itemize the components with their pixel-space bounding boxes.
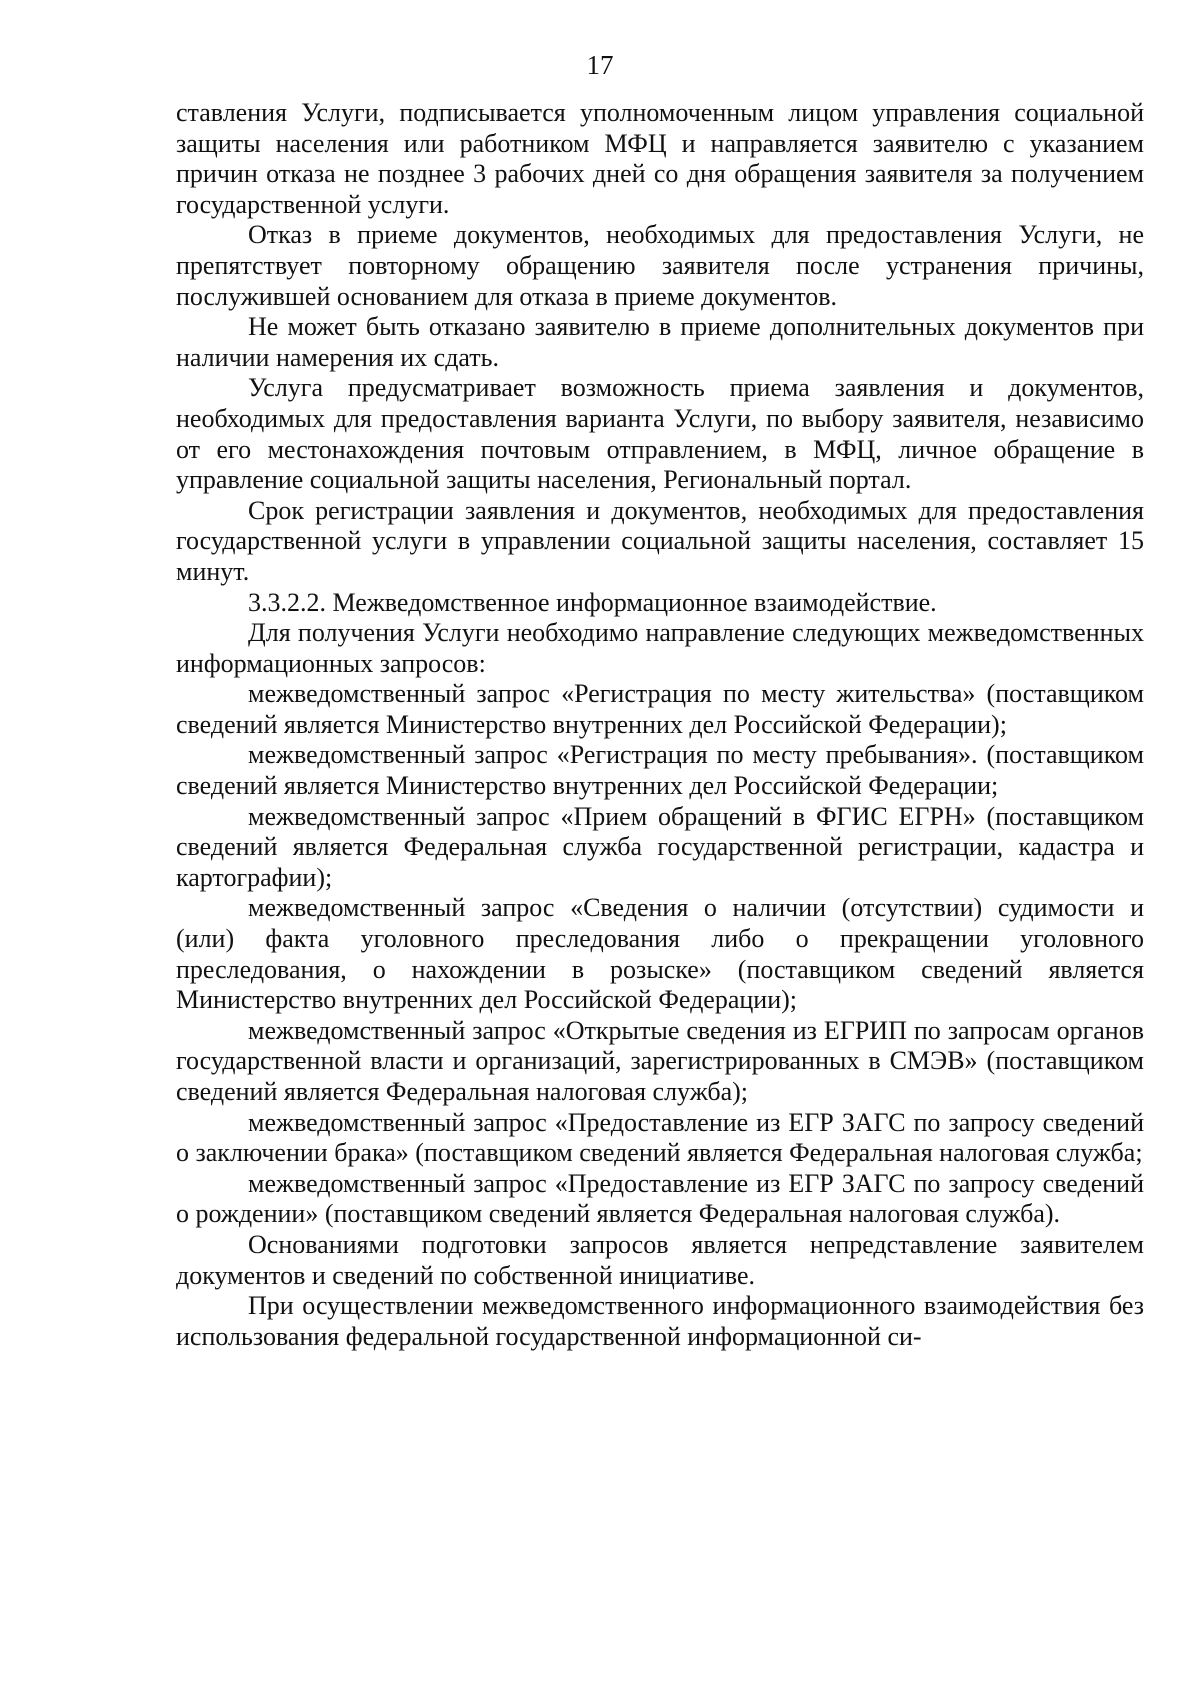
section-heading-interagency: 3.3.2.2. Межведомственное информационное взаимодействие. (248, 587, 937, 617)
paragraph-request-grounds: Основаниями подготовки запросов является непредставление заявителем документов и сведений по собственной инициативе. (176, 1229, 1144, 1290)
paragraph-submission-options: Услуга предусматривает возможность приема заявления и документов, необходимых для предоставления варианта Услуги, по выбору заявителя, независимо от его местонахождения почтовым отправлением, в МФЦ, личное обращение в управление социальной защиты населения, Региональный портал. (176, 373, 1144, 495)
list-item-birth-record: межведомственный запрос «Предоставление из ЕГР ЗАГС по запросу сведений о рождении» (поставщиком сведений является Федеральная налоговая служба). (176, 1168, 1144, 1229)
paragraph-interagency-without-system: При осуществлении межведомственного информационного взаимодействия без использования федеральной государственной информационной си- (176, 1291, 1144, 1351)
paragraph-additional-documents: Не может быть отказано заявителю в приеме дополнительных документов при наличии намерения их сдать. (176, 312, 1144, 372)
list-item-egrn-request: межведомственный запрос «Прием обращений в ФГИС ЕГРН» (поставщиком сведений является Федеральная служба государственной регистрации, кадастра и картографии); (176, 801, 1144, 892)
list-item-marriage-record: межведомственный запрос «Предоставление из ЕГР ЗАГС по запросу сведений о заключении брака» (поставщиком сведений является Федеральная налоговая служба; (176, 1107, 1144, 1168)
paragraph-interagency-intro: Для получения Услуги необходимо направление следующих межведомственных информационных запросов: (176, 618, 1144, 678)
page-number: 17 (586, 50, 614, 80)
list-item-egrip-request: межведомственный запрос «Открытые сведения из ЕГРИП по запросам органов государственной власти и организаций, зарегистрированных в СМЭВ» (поставщиком сведений является Федеральная налоговая служба); (176, 1015, 1144, 1106)
list-item-stay-registration: межведомственный запрос «Регистрация по месту пребывания». (поставщиком сведений является Министерство внутренних дел Российской Федерации; (176, 740, 1144, 801)
document-body (176, 98, 1144, 1352)
list-item-criminal-record: межведомственный запрос «Сведения о наличии (отсутствии) судимости и (или) факта уголовного преследования либо о прекращении уголовного преследования, о нахождении в розыске» (поставщиком сведений является Министерство внутренних дел Российской Федерации); (176, 893, 1144, 1015)
paragraph-refusal-continuation: ставления Услуги, подписывается уполномоченным лицом управления социальной защиты населения или работником МФЦ и направляется заявителю с указанием причин отказа не позднее 3 рабочих дней со дня обращения заявителя за получением государственной услуги. (176, 98, 1144, 219)
paragraph-refusal-no-obstacle: Отказ в приеме документов, необходимых для предоставления Услуги, не препятствует повторному обращению заявителя после устранения причины, послужившей основанием для отказа в приеме документов. (176, 220, 1144, 311)
paragraph-registration-time: Срок регистрации заявления и документов, необходимых для предоставления государственной услуги в управлении социальной защиты населения, составляет 15 минут. (176, 495, 1144, 586)
list-item-residence-registration: межведомственный запрос «Регистрация по месту жительства» (поставщиком сведений является Министерство внутренних дел Российской Федерации); (176, 679, 1144, 739)
